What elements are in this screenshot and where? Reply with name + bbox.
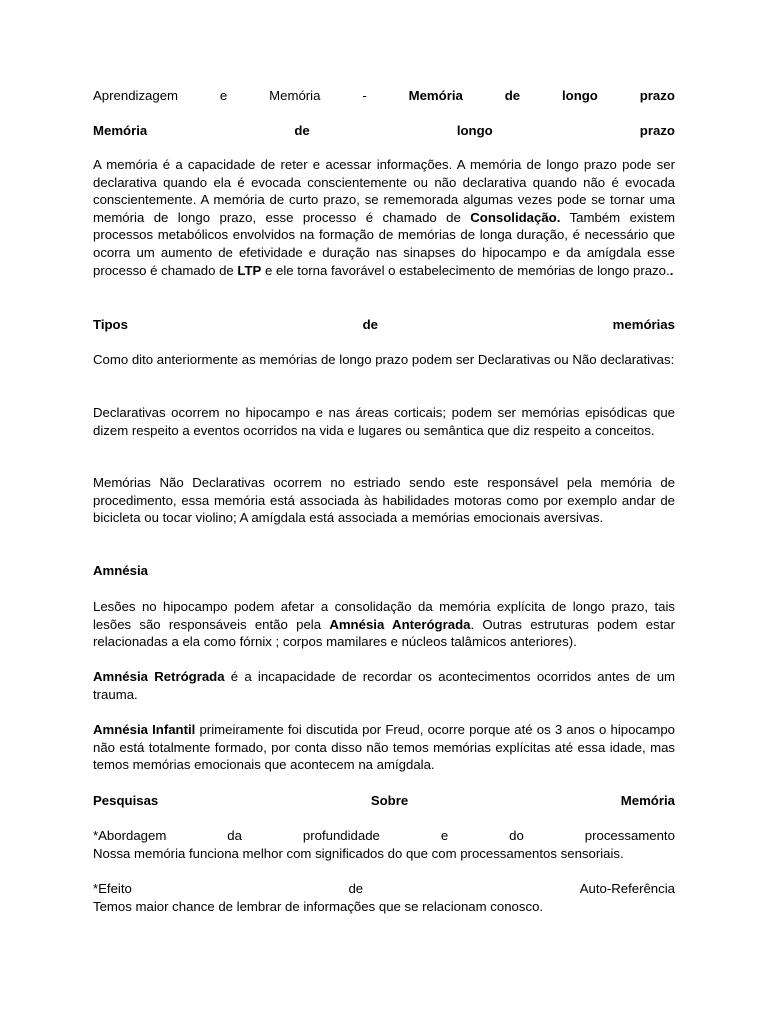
research-item-text: Nossa memória funciona melhor com significados do que com processamentos sensoriais. bbox=[93, 845, 624, 861]
term-retrograde-amnesia: Amnésia Retrógrada bbox=[93, 669, 225, 684]
paragraph-infantile-amnesia bbox=[93, 721, 675, 774]
title-word: de bbox=[294, 123, 310, 138]
paragraph-text: é a incapacidade de recordar os acontecimentos ocorridos antes de um trauma. bbox=[93, 669, 676, 702]
title-word: prazo bbox=[639, 123, 675, 138]
term-consolidacao: Consolidação. bbox=[470, 209, 561, 225]
term-anterograde-amnesia: Amnésia Anterógrada bbox=[329, 616, 471, 632]
title-word: Sobre bbox=[370, 793, 409, 808]
research-item-text: Temos maior chance de lembrar de informações que se relacionam conosco. bbox=[93, 898, 544, 914]
paragraph-self-reference-effect bbox=[93, 880, 675, 915]
title-word: e bbox=[440, 828, 449, 843]
paragraph-hippocampus-lesions bbox=[93, 598, 675, 651]
paragraph-text: primeiramente foi discutida por Freud, ocorre porque até os 3 anos o hipocampo não está totalmente formado, por conta disso não temos memórias explícitas até essa idade, mas temos memórias emocionais que acontecem na amígdala. bbox=[93, 722, 675, 773]
section-title-amnesia: Amnésia bbox=[93, 563, 148, 578]
research-item-title bbox=[93, 827, 675, 845]
title-word: *Efeito bbox=[93, 881, 132, 896]
title-word: de bbox=[362, 317, 378, 332]
header-word-bold: prazo bbox=[639, 88, 675, 103]
title-word: longo bbox=[456, 123, 493, 138]
section-title-memory-types bbox=[93, 316, 675, 334]
paragraph-memory-definition bbox=[93, 156, 675, 279]
header-word: Memória bbox=[269, 88, 321, 103]
term-ltp: LTP bbox=[237, 262, 262, 278]
title-word: Pesquisas bbox=[93, 793, 159, 808]
title-word: memórias bbox=[612, 317, 675, 332]
paragraph-text: Lesões no hipocampo podem afetar a consolidação da memória explícita de longo prazo, tais lesões são responsáveis então pela bbox=[93, 599, 675, 632]
header-word-bold: Memória bbox=[408, 88, 463, 103]
paragraph-text: . Outras estruturas podem estar relacionadas a ela como fórnix ; corpos mamilares e núcleos talâmicos anteriores). bbox=[93, 616, 676, 650]
paragraph-text: Também existem processos metabólicos envolvidos na formação de memórias de longa duração, é necessário que ocorra um aumento de efetividade e duração nas sinapses do hipocampo e da amígdala esse processo é chamado de bbox=[93, 209, 676, 278]
bold-period: . bbox=[669, 262, 674, 278]
term-infantile-amnesia: Amnésia Infantil bbox=[93, 722, 196, 737]
paragraph-non-declarative: Memórias Não Declarativas ocorrem no estriado sendo este responsável pela memória de procedimento, essa memória está associada às habilidades motoras como por exemplo andar de bicicleta ou tocar violino; A amígdala está associada a memórias emocionais aversivas. bbox=[93, 475, 675, 526]
header-word: e bbox=[219, 88, 228, 103]
paragraph-declarative: Declarativas ocorrem no hipocampo e nas áreas corticais; podem ser memórias episódicas que dizem respeito a eventos ocorridos na vida e lugares ou semântica que diz respeito a conceitos. bbox=[93, 405, 675, 438]
title-word: Tipos bbox=[93, 317, 128, 332]
section-title-long-term-memory bbox=[93, 122, 675, 140]
title-word: Auto-Referência bbox=[579, 881, 675, 896]
title-word: Memória bbox=[93, 123, 148, 138]
title-word: do bbox=[509, 828, 524, 843]
section-title-memory-research bbox=[93, 792, 675, 810]
paragraph-text: e ele torna favorável o estabelecimento de memórias de longo prazo. bbox=[261, 262, 670, 278]
header-word-bold: longo bbox=[561, 88, 598, 103]
title-word: profundidade bbox=[302, 828, 380, 843]
paragraph-types-intro: Como dito anteriormente as memórias de longo prazo podem ser Declarativas ou Não declarativas: bbox=[93, 352, 675, 367]
header-word: - bbox=[362, 88, 367, 103]
paragraph-retrograde-amnesia bbox=[93, 668, 675, 703]
title-word: *Abordagem bbox=[93, 828, 167, 843]
title-word: processamento bbox=[584, 828, 675, 843]
paragraph-depth-of-processing bbox=[93, 827, 675, 862]
title-word: da bbox=[227, 828, 242, 843]
document-header bbox=[93, 87, 675, 105]
title-word: Memória bbox=[620, 793, 675, 808]
header-word: Aprendizagem bbox=[93, 88, 179, 103]
title-word: de bbox=[348, 881, 364, 896]
research-item-title bbox=[93, 880, 675, 898]
paragraph-text: A memória é a capacidade de reter e acessar informações. A memória de longo prazo pode ser declarativa quando ela é evocada conscientemente ou não declarativa quando não é evocada conscientemente. A memória de curto prazo, se rememorada algumas vezes pode se tornar uma memória de longo prazo, esse processo é chamado de bbox=[93, 157, 675, 225]
header-word-bold: de bbox=[504, 88, 521, 103]
